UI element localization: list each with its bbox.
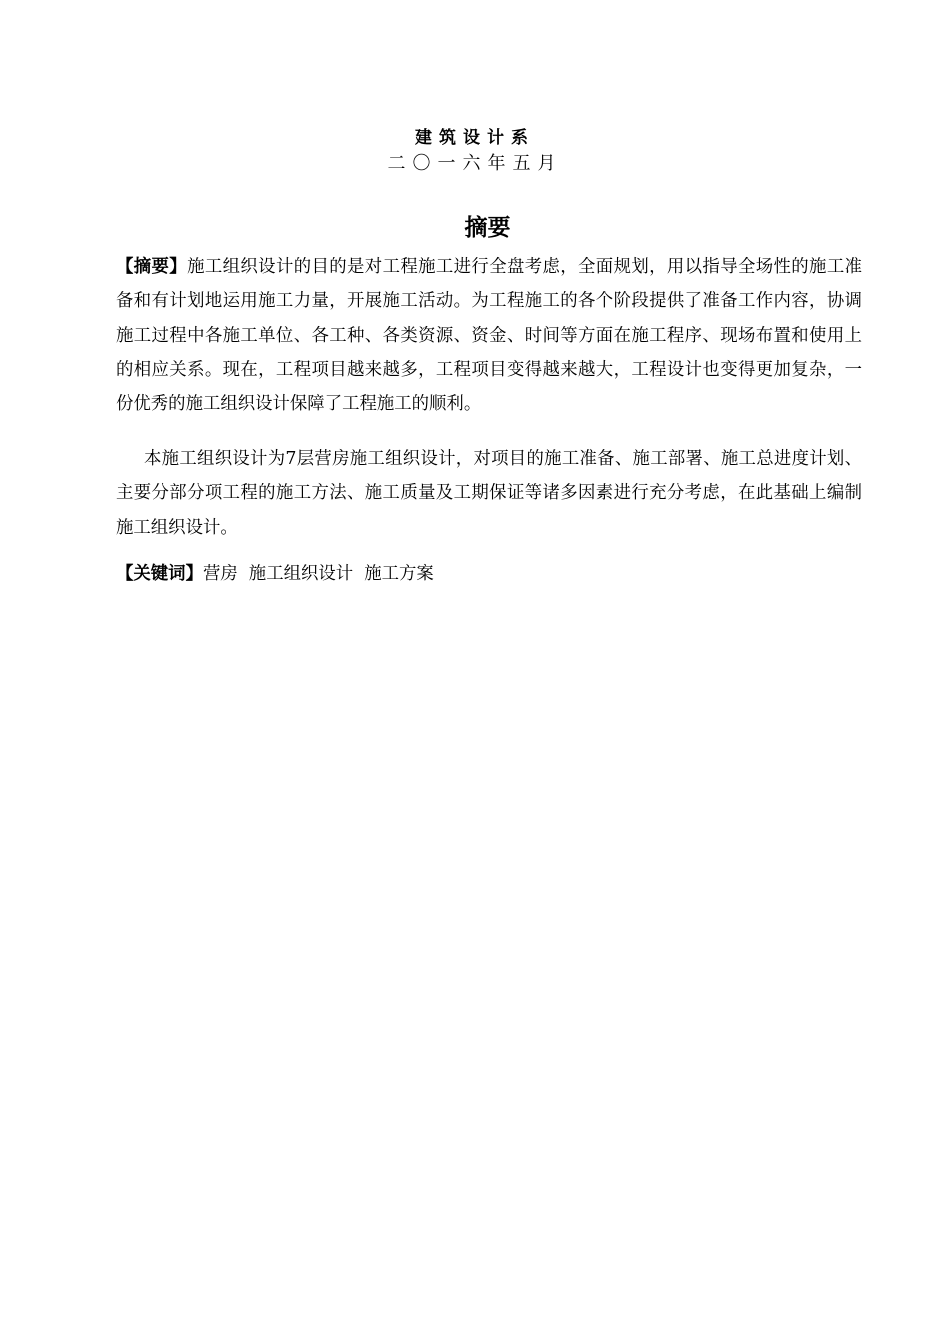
abstract-paragraph-1-text: 施工组织设计的目的是对工程施工进行全盘考虑，全面规划，用以指导全场性的施工准备和有计划地运用施工力量，开展施工活动。为工程施工的各个阶段提供了准备工作内容，协调施工过程中各施工单位、各工种、各类资源、资金、时间等方面在施工程序、现场布置和使用上的相应关系。现在，工程项目越来越多，工程项目变得越来越大，工程设计也变得更加复杂，一份优秀的施工组织设计保障了工程施工的顺利。 [116, 257, 862, 415]
keywords-text: 营房 施工组织设计 施工方案 [202, 564, 434, 584]
abstract-paragraph-2: 本施工组织设计为7层营房施工组织设计，对项目的施工准备、施工部署、施工总进度计划、主要分部分项工程的施工方法、施工质量及工期保证等诸多因素进行充分考虑，在此基础上编制施工组织设计。 [116, 449, 862, 538]
abstract-label: 【摘要】 [116, 257, 188, 277]
abstract-paragraph-1 [116, 250, 862, 421]
document-date: 二〇一六年五月 [387, 153, 563, 174]
abstract-heading: 摘要 [464, 215, 511, 241]
keywords-line [116, 557, 862, 591]
keywords-label: 【关键词】 [116, 564, 203, 584]
department-name: 建筑设计系 [415, 128, 535, 148]
